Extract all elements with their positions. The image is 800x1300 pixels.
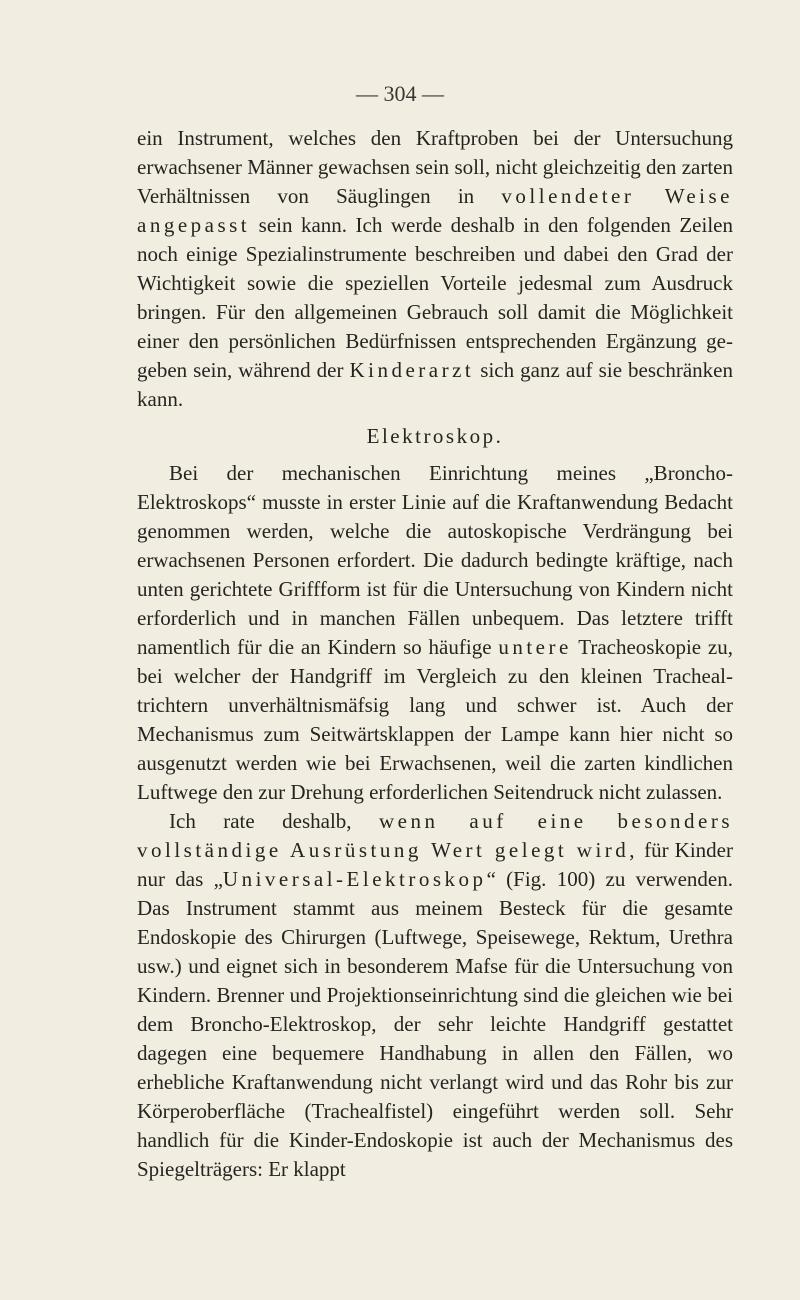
spaced-emphasis-untere: untere (498, 635, 572, 659)
spaced-emphasis-kinderarzt: Kinderarzt (349, 358, 475, 382)
spaced-emphasis-universal-elektroskop: Universal-Elektroskop (222, 867, 487, 891)
section-heading: Elektroskop. (366, 424, 504, 448)
spaced-emphasis-vollendeter-weise: vollendeter Weise angepasst (137, 184, 734, 237)
body-text (137, 124, 733, 1184)
paragraph-elektroskop (137, 459, 733, 807)
paragraph-intro-text-3: sich ganz auf sie beschränken kann. (137, 358, 733, 411)
paragraph-elektroskop-text-2: Tracheoskopie zu, bei welcher der Handgriff im Vergleich zu den kleinen Trachealtrichtern unverhältnismäfsig lang und schwer ist. Auch der Mechanismus zum Seitwärtsklappen der Lampe kann hier nicht so ausgenutzt werden wie bei Erwachsenen, weil die zarten kindlichen Luftwege den zur Drehung erforderlichen Seitendruck nicht zulassen. (137, 635, 733, 804)
paragraph-intro-text-1: ein Instrument, welches den Kraftproben bei der Untersuchung erwachsener Männer gewachsen sein soll, nicht gleichzeitig den zarten Verhältnissen von Säuglingen in (137, 126, 733, 208)
paragraph-intro (137, 124, 733, 414)
paragraph-universal (137, 807, 733, 1184)
paragraph-intro-text-2: sein kann. Ich werde deshalb in den folgenden Zeilen noch einige Spezialinstrumente beschreiben und dabei den Grad der Wichtigkeit sowie die speziellen Vorteile jedesmal zum Ausdruck bringen. Für den allgemeinen Gebrauch soll damit die Möglichkeit einer den persönlichen Bedürfnissen entsprechenden Ergänzung gegeben sein, während der (137, 213, 733, 382)
paragraph-universal-text-3: “ (Fig. 100) zu verwenden. Das Instrument stammt aus meinem Besteck für die gesamte Endoskopie des Chirurgen (Luftwege, Speisewege, Rektum, Urethra usw.) und eignet sich in besonderem Mafse für die Untersuchung von Kindern. Brenner und Projektionseinrichtung sind die gleichen wie bei dem Broncho-Elektroskop, der sehr leichte Handgriff gestattet dagegen eine bequemere Handhabung in allen den Fällen, wo erhebliche Kraftanwendung nicht verlangt wird und das Rohr bis zur Körperoberfläche (Trachealfistel) eingeführt werden soll. Sehr handlich für die Kinder-Endoskopie ist auch der Mechanismus des Spiegelträgers: Er klappt (137, 867, 733, 1181)
paragraph-universal-text-1: Ich rate deshalb, (169, 809, 379, 833)
paragraph-universal-text-2: für Kinder nur das „ (137, 838, 733, 891)
paragraph-elektroskop-text-1: Bei der mechanischen Einrichtung meines „Broncho-Elektroskops“ musste in erster Linie auf die Kraftanwendung Bedacht genommen werden, welche die autoskopische Verdrängung bei erwachsenen Personen erfordert. Die dadurch bedingte kräftige, nach unten gerichtete Griffform ist für die Untersuchung von Kindern nicht erforderlich und in manchen Fällen unbequem. Das letztere trifft namentlich für die an Kindern so häufige (137, 461, 733, 659)
page-number: — 304 — (356, 81, 444, 106)
spaced-emphasis-ausruestung: wenn auf eine besonders vollständige Ausrüstung Wert gelegt wird, (137, 809, 733, 862)
